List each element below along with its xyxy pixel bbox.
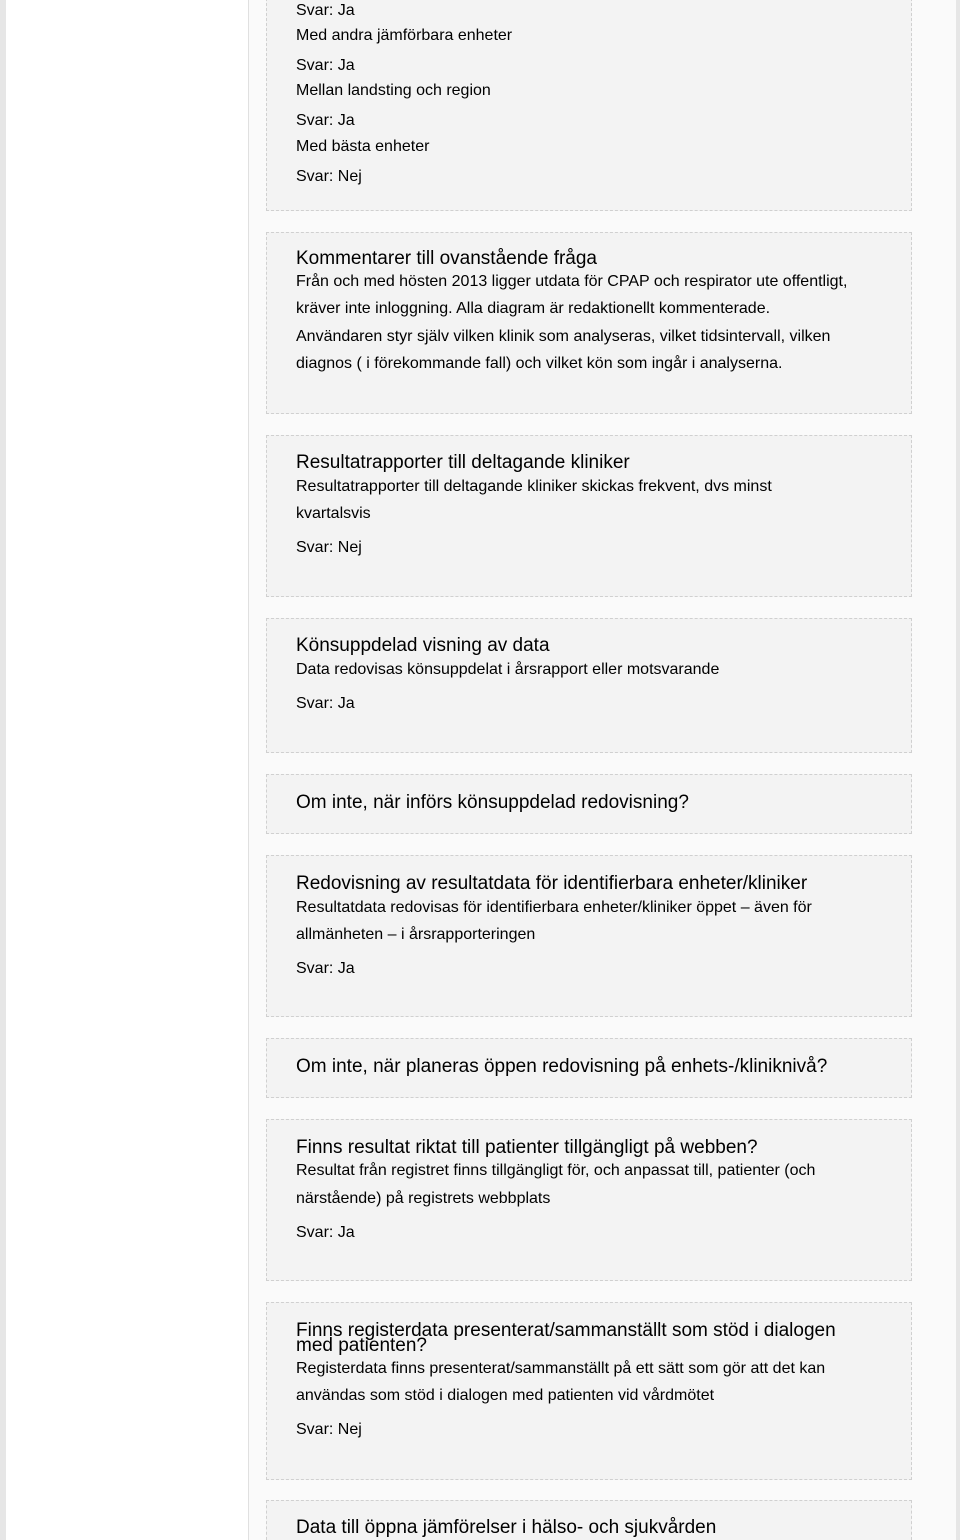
body-line: kvartalsvis bbox=[296, 505, 371, 522]
question-box bbox=[266, 1302, 912, 1480]
question-box bbox=[266, 1119, 912, 1281]
section-title: Finns registerdata presenterat/sammanställt som stöd i dialogen bbox=[296, 1320, 836, 1341]
answer-text: Svar: Nej bbox=[296, 168, 362, 185]
body-line: Resultat från registret finns tillgängligt för, och anpassat till, patienter (och bbox=[296, 1162, 816, 1179]
answer-text: Svar: Nej bbox=[296, 1421, 362, 1438]
question-box bbox=[266, 855, 912, 1017]
body-line: kräver inte inloggning. Alla diagram är redaktionellt kommenterade. bbox=[296, 300, 771, 317]
section-title: Om inte, när införs könsuppdelad redovisning? bbox=[296, 792, 689, 813]
section-title: Data till öppna jämförelser i hälso- och sjukvården bbox=[296, 1517, 717, 1538]
right-edge bbox=[956, 0, 960, 1540]
answer-text: Svar: Ja bbox=[296, 695, 355, 712]
answer-text: Svar: Ja bbox=[296, 1224, 355, 1241]
body-line: Resultatrapporter till deltagande kliniker skickas frekvent, dvs minst bbox=[296, 478, 772, 495]
answers-box bbox=[266, 0, 912, 211]
section-title: Redovisning av resultatdata för identifierbara enheter/kliniker bbox=[296, 873, 808, 894]
section-title: Resultatrapporter till deltagande kliniker bbox=[296, 452, 630, 473]
body-line: användas som stöd i dialogen med patienten vid vårdmötet bbox=[296, 1387, 715, 1404]
body-line: diagnos ( i förekommande fall) och vilket kön som ingår i analyserna. bbox=[296, 355, 783, 372]
option-label: Med bästa enheter bbox=[296, 138, 430, 155]
answer-text: Svar: Ja bbox=[296, 112, 355, 129]
body-line: Registerdata finns presenterat/sammanställt på ett sätt som gör att det kan bbox=[296, 1360, 826, 1377]
body-line: närstående) på registrets webbplats bbox=[296, 1190, 551, 1207]
left-edge bbox=[0, 0, 6, 1540]
option-label: Mellan landsting och region bbox=[296, 82, 491, 99]
question-box bbox=[266, 774, 912, 834]
body-line: Resultatdata redovisas för identifierbara enheter/kliniker öppet – även för bbox=[296, 899, 812, 916]
answer-text: Svar: Nej bbox=[296, 539, 362, 556]
question-box bbox=[266, 1500, 912, 1540]
section-title: Könsuppdelad visning av data bbox=[296, 635, 550, 656]
section-title: Finns resultat riktat till patienter tillgängligt på webben? bbox=[296, 1137, 758, 1158]
option-label: Med andra jämförbara enheter bbox=[296, 27, 513, 44]
question-box bbox=[266, 1038, 912, 1098]
body-line: allmänheten – i årsrapporteringen bbox=[296, 926, 536, 943]
section-title: Kommentarer till ovanstående fråga bbox=[296, 248, 597, 269]
answer-text: Svar: Ja bbox=[296, 960, 355, 977]
section-title-continued: med patienten? bbox=[296, 1335, 427, 1356]
body-line: Data redovisas könsuppdelat i årsrapport eller motsvarande bbox=[296, 661, 720, 678]
question-box bbox=[266, 435, 912, 597]
answer-text: Svar: Ja bbox=[296, 2, 355, 19]
body-line: Användaren styr själv vilken klinik som analyseras, vilket tidsintervall, vilken bbox=[296, 328, 831, 345]
question-box bbox=[266, 618, 912, 753]
body-line: Från och med hösten 2013 ligger utdata för CPAP och respirator ute offentligt, bbox=[296, 273, 848, 290]
answer-text: Svar: Ja bbox=[296, 57, 355, 74]
section-title: Om inte, när planeras öppen redovisning på enhets-/kliniknivå? bbox=[296, 1056, 828, 1077]
comment-box bbox=[266, 232, 912, 414]
